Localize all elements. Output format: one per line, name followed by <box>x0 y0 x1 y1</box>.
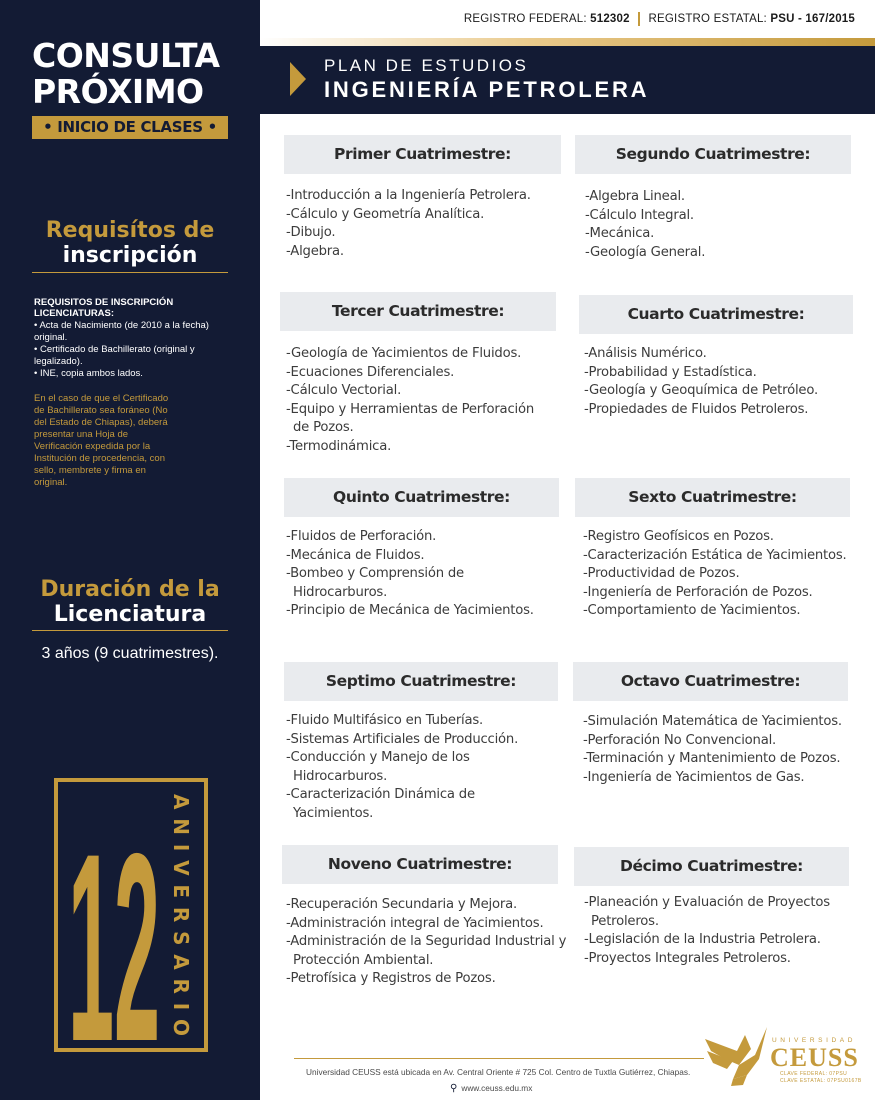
footer-address: Universidad CEUSS está ubicada en Av. Central Oriente # 725 Col. Centro de Tuxtla Gutiérrez, Chiapas. <box>306 1067 691 1077</box>
course-item: -Propiedades de Fluidos Petroleros. <box>584 401 809 417</box>
course-item: -Perforación No Convencional. <box>583 732 777 748</box>
course-item: -Conducción y Manejo de los Hidrocarburos. <box>286 750 470 784</box>
semester-8-heading: Octavo Cuatrimestre: <box>573 662 848 701</box>
course-item: -Administración integral de Yacimientos. <box>286 915 544 931</box>
course-item: -Registro Geofísicos en Pozos. <box>583 529 774 544</box>
course-item: -Caracterización Estática de Yacimientos. <box>583 547 847 563</box>
course-item: -Termodinámica. <box>286 438 392 454</box>
consulta-heading <box>32 38 232 110</box>
semester-4-list <box>584 345 869 419</box>
aniversario-number: 12 <box>68 797 160 1052</box>
course-item: -Proyectos Integrales Petroleros. <box>584 950 791 966</box>
semester-5-heading: Quinto Cuatrimestre: <box>284 478 559 517</box>
plan-label: PLAN DE ESTUDIOS <box>324 56 529 75</box>
requisitos-title-line-2: inscripción <box>62 243 198 268</box>
course-item: -Caracterización Dinámica de Yacimientos. <box>286 787 475 821</box>
duracion-divider <box>32 630 228 631</box>
course-item: -Cálculo y Geometría Analítica. <box>286 206 485 222</box>
semester-6-heading: Sexto Cuatrimestre: <box>575 478 850 517</box>
course-item: -Equipo y Herramientas de Perforación de Pozos. <box>286 401 534 436</box>
footer-website[interactable] <box>450 1083 532 1094</box>
requisitos-list <box>34 320 224 380</box>
course-item: -Principio de Mecánica de Yacimientos. <box>286 603 534 619</box>
logo-universidad: UNIVERSIDAD <box>772 1037 857 1044</box>
career-title: INGENIERÍA PETROLERA <box>324 77 650 102</box>
logo-ceuss: CEUSS <box>770 1043 859 1072</box>
semester-2-heading: Segundo Cuatrimestre: <box>575 135 851 174</box>
semester-3-list <box>286 345 541 457</box>
course-item: -Productividad de Pozos. <box>583 566 740 582</box>
course-item: -Dibujo. <box>286 225 336 241</box>
consulta-line: CONSULTA <box>32 36 220 75</box>
semester-1-list <box>286 187 566 261</box>
duracion-title-line-1: Duración de la <box>40 577 220 602</box>
semester-10-heading: Décimo Cuatrimestre: <box>574 847 849 886</box>
registro-line <box>464 12 855 26</box>
gold-strip <box>260 38 875 46</box>
duracion-title-line-2: Licenciatura <box>53 602 207 627</box>
sidebar <box>0 0 260 1100</box>
footer-divider <box>294 1058 704 1059</box>
requisito-item: • Certificado de Bachillerato (original y legalizado). <box>34 344 195 367</box>
course-item: -Cálculo Vectorial. <box>286 383 402 399</box>
course-item: -Ingeniería de Yacimientos de Gas. <box>583 769 805 785</box>
reg-estatal-value: PSU - 167/2015 <box>770 13 855 26</box>
logo-clave-estatal: CLAVE ESTATAL: 07PSU0167B <box>780 1078 862 1084</box>
requisitos-title-line-1: Requisítos de <box>45 218 215 243</box>
reg-estatal-label: REGISTRO ESTATAL: <box>648 13 767 26</box>
course-item: -Administración de la Seguridad Industrial y Protección Ambiental. <box>286 934 567 968</box>
course-item: -Mecánica. <box>585 226 655 242</box>
course-item: -Fluido Multifásico en Tuberías. <box>286 713 484 728</box>
requisitos-heading: REQUISITOS DE INSCRIPCIÓN LICENCIATURAS: <box>34 297 174 319</box>
proximo-line: PRÓXIMO <box>32 72 204 111</box>
title-bar <box>260 46 875 114</box>
semester-8-list <box>583 713 868 787</box>
course-item: -Algebra Lineal. <box>585 189 685 204</box>
semester-9-heading: Noveno Cuatrimestre: <box>282 845 558 884</box>
semester-7-list <box>286 712 546 824</box>
course-item: -Ecuaciones Diferenciales. <box>286 364 455 380</box>
requisitos-divider <box>32 272 228 273</box>
duracion-text: 3 años (9 cuatrimestres). <box>41 645 219 662</box>
requisito-item: • Acta de Nacimiento (de 2010 a la fecha) original. <box>34 320 209 343</box>
semester-6-list <box>583 528 868 621</box>
semester-4-heading: Cuarto Cuatrimestre: <box>579 295 853 334</box>
requisitos-note: En el caso de que el Certificado de Bachillerato sea foráneo (No del Estado de Chiapas), deberá presentar una Hoja de Verificación expedida por la Institución de procedencia, con sello, membrete y firma en original. <box>34 393 169 488</box>
semester-7-heading: Septimo Cuatrimestre: <box>284 662 558 701</box>
course-item: -Terminación y Mantenimiento de Pozos. <box>583 751 841 767</box>
course-item: -Probabilidad y Estadística. <box>584 364 757 380</box>
semester-3-heading: Tercer Cuatrimestre: <box>280 292 556 331</box>
course-item: -Cálculo Integral. <box>585 207 694 223</box>
requisitos-title <box>32 218 228 268</box>
semester-1-heading: Primer Cuatrimestre: <box>284 135 561 174</box>
course-item: -Recuperación Secundaria y Mejora. <box>286 897 517 912</box>
reg-separator <box>638 12 640 26</box>
reg-federal-value: 512302 <box>590 13 630 26</box>
course-item: -Geología y Geoquímica de Petróleo. <box>584 383 818 399</box>
globe-icon: ⚲ <box>450 1083 458 1094</box>
course-item: -Comportamiento de Yacimientos. <box>583 603 801 619</box>
semester-5-list <box>286 528 571 621</box>
semester-2-list <box>585 188 865 262</box>
semester-10-list <box>584 894 844 968</box>
requisito-item: • INE, copia ambos lados. <box>34 368 143 379</box>
course-item: -Ingeniería de Perforación de Pozos. <box>583 584 813 600</box>
website-link[interactable]: www.ceuss.edu.mx <box>461 1083 533 1093</box>
semester-9-list <box>286 896 571 989</box>
inicio-clases-banner: • INICIO DE CLASES • <box>32 116 228 139</box>
arrow-icon <box>290 62 306 96</box>
aniversario-word: ANIVERSARIO <box>169 794 193 1036</box>
logo-clave-federal: CLAVE FEDERAL: 07PSU <box>780 1071 848 1077</box>
course-item: -Geología de Yacimientos de Fluidos. <box>286 346 522 361</box>
course-item: -Introducción a la Ingeniería Petrolera. <box>286 188 531 203</box>
reg-federal-label: REGISTRO FEDERAL: <box>463 13 587 26</box>
course-item: -Mecánica de Fluidos. <box>286 547 425 563</box>
duracion-title <box>32 576 228 627</box>
course-item: -Geología General. <box>585 244 706 260</box>
course-item: -Simulación Matemática de Yacimientos. <box>583 714 842 729</box>
course-item: -Planeación y Evaluación de Proyectos Petroleros. <box>584 895 830 929</box>
course-item: -Análisis Numérico. <box>584 346 707 361</box>
aniversario-emblem <box>54 778 208 1052</box>
course-item: -Legislación de la Industria Petrolera. <box>584 932 821 948</box>
course-item: -Fluidos de Perforación. <box>286 529 437 544</box>
course-item: -Sistemas Artificiales de Producción. <box>286 731 519 747</box>
eagle-icon <box>705 1027 767 1086</box>
course-item: -Algebra. <box>286 243 344 259</box>
course-item: -Petrofísica y Registros de Pozos. <box>286 971 496 987</box>
course-item: -Bombeo y Comprensión de Hidrocarburos. <box>286 566 464 600</box>
